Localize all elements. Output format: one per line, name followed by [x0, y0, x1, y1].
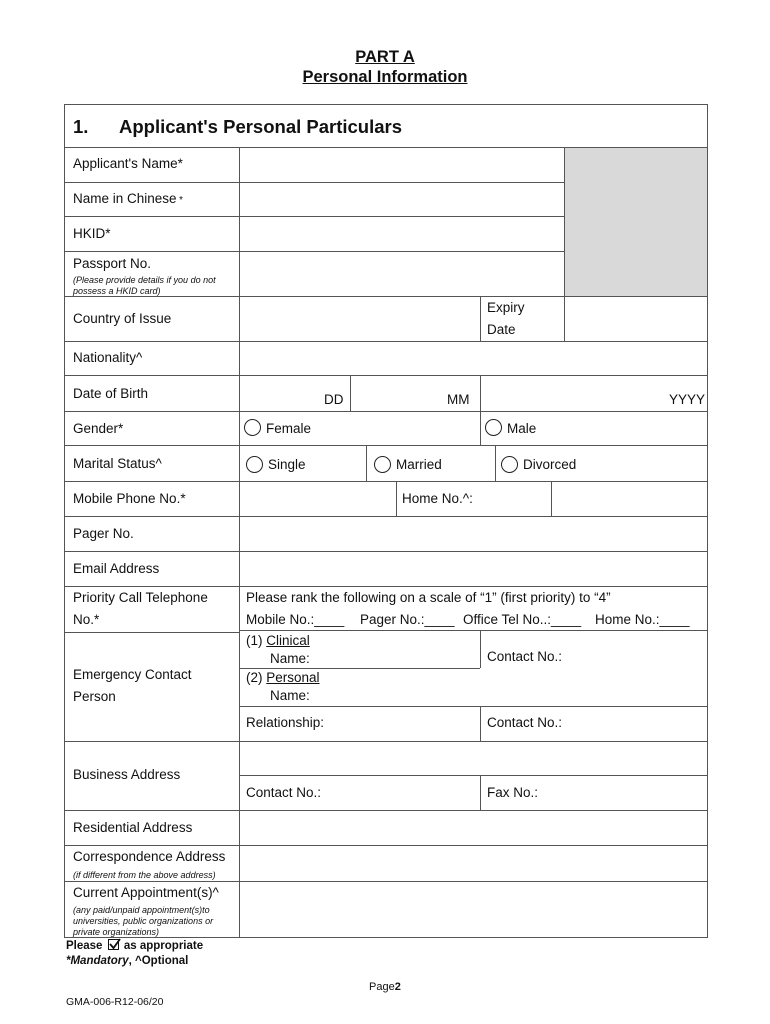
applicant-name-label: Applicant's Name* — [73, 156, 183, 171]
country-issue-label: Country of Issue — [73, 311, 172, 326]
business-address-field[interactable] — [240, 742, 707, 775]
email-label: Email Address — [73, 561, 160, 576]
clinical-name-label: Name: — [270, 651, 310, 666]
clinical-contact-label: Contact No.: — [487, 649, 563, 664]
expiry-label: Expiry — [487, 300, 525, 315]
rank-office[interactable]: Office Tel No..:____ — [463, 612, 582, 627]
country-issue-field[interactable] — [240, 297, 480, 341]
legend-mandatory: *Mandatory, ^Optional — [66, 955, 189, 967]
part-subtitle: Personal Information — [302, 68, 468, 86]
home-field[interactable] — [552, 482, 707, 516]
personal-contact-label: Contact No.: — [487, 715, 563, 730]
dob-label: Date of Birth — [73, 386, 149, 401]
hkid-label: HKID* — [73, 226, 111, 241]
female-radio-icon[interactable] — [244, 419, 261, 436]
fax-label: Fax No.: — [487, 785, 539, 800]
correspondence-note: (if different from the above address) — [73, 870, 216, 880]
expiry-label-2: Date — [487, 322, 516, 337]
divorced-radio-icon[interactable] — [501, 456, 518, 473]
appointment-field[interactable] — [240, 882, 707, 937]
appointment-label: Current Appointment(s)^ — [73, 885, 219, 900]
emergency-label: Emergency Contact — [73, 667, 192, 682]
home-label: Home No.^: — [402, 491, 473, 506]
passport-note: (Please provide details if you do not — [73, 275, 216, 285]
gender-label: Gender* — [73, 421, 124, 436]
appointment-note-2: universities, public organizations or — [73, 916, 214, 926]
passport-label: Passport No. — [73, 256, 152, 271]
relationship-label: Relationship: — [246, 715, 325, 730]
male-label: Male — [507, 421, 537, 436]
hkid-field[interactable] — [240, 217, 564, 251]
chinese-name-field[interactable] — [240, 183, 564, 216]
personal-name-label: Name: — [270, 688, 310, 703]
male-radio-icon[interactable] — [485, 419, 502, 436]
business-contact-label: Contact No.: — [246, 785, 322, 800]
part-title: PART A — [355, 48, 415, 66]
personal-label: (2) Personal — [246, 670, 320, 685]
single-label: Single — [268, 457, 306, 472]
section-number: 1. — [73, 116, 89, 137]
married-label: Married — [396, 457, 442, 472]
dob-dd[interactable]: DD — [324, 392, 344, 407]
photo-area — [565, 148, 707, 296]
correspondence-address-field[interactable] — [240, 846, 707, 881]
dob-yyyy[interactable]: YYYY — [669, 392, 706, 407]
rank-instruction: Please rank the following on a scale of “1” (first priority) to “4” — [246, 590, 611, 605]
expiry-date-field[interactable] — [565, 297, 707, 341]
nationality-field[interactable] — [240, 342, 707, 375]
emergency-label-2: Person — [73, 689, 116, 704]
passport-field[interactable] — [240, 252, 564, 296]
divorced-label: Divorced — [523, 457, 577, 472]
legend-checkbox: Please as appropriate — [66, 940, 204, 952]
female-label: Female — [266, 421, 312, 436]
email-field[interactable] — [240, 552, 707, 586]
priority-label: Priority Call Telephone — [73, 590, 208, 605]
priority-label-2: No.* — [73, 612, 100, 627]
dob-mm[interactable]: MM — [447, 392, 470, 407]
married-radio-icon[interactable] — [374, 456, 391, 473]
passport-note-2: possess a HKID card) — [73, 286, 161, 296]
appointment-note: (any paid/unpaid appointment(s)to — [73, 905, 210, 915]
pager-field[interactable] — [240, 517, 707, 551]
applicant-name-field[interactable] — [240, 148, 564, 182]
rank-mobile[interactable]: Mobile No.:____ — [246, 612, 345, 627]
rank-home[interactable]: Home No.:____ — [595, 612, 690, 627]
mobile-label: Mobile Phone No.* — [73, 491, 186, 506]
business-label: Business Address — [73, 767, 181, 782]
section-title: Applicant's Personal Particulars — [119, 116, 403, 137]
correspondence-label: Correspondence Address — [73, 849, 226, 864]
nationality-label: Nationality^ — [73, 350, 143, 365]
residential-label: Residential Address — [73, 820, 193, 835]
clinical-label: (1) Clinical — [246, 633, 310, 648]
page-number: Page2 — [369, 981, 401, 993]
marital-label: Marital Status^ — [73, 456, 162, 471]
form-code: GMA-006-R12-06/20 — [66, 996, 164, 1008]
checked-box-icon — [108, 939, 119, 950]
single-radio-icon[interactable] — [246, 456, 263, 473]
mobile-field[interactable] — [240, 482, 396, 516]
appointment-note-3: private organizations) — [73, 927, 160, 937]
residential-address-field[interactable] — [240, 811, 707, 845]
pager-label: Pager No. — [73, 526, 134, 541]
chinese-name-label: Name in Chinese * — [73, 191, 183, 206]
rank-pager[interactable]: Pager No.:____ — [360, 612, 455, 627]
